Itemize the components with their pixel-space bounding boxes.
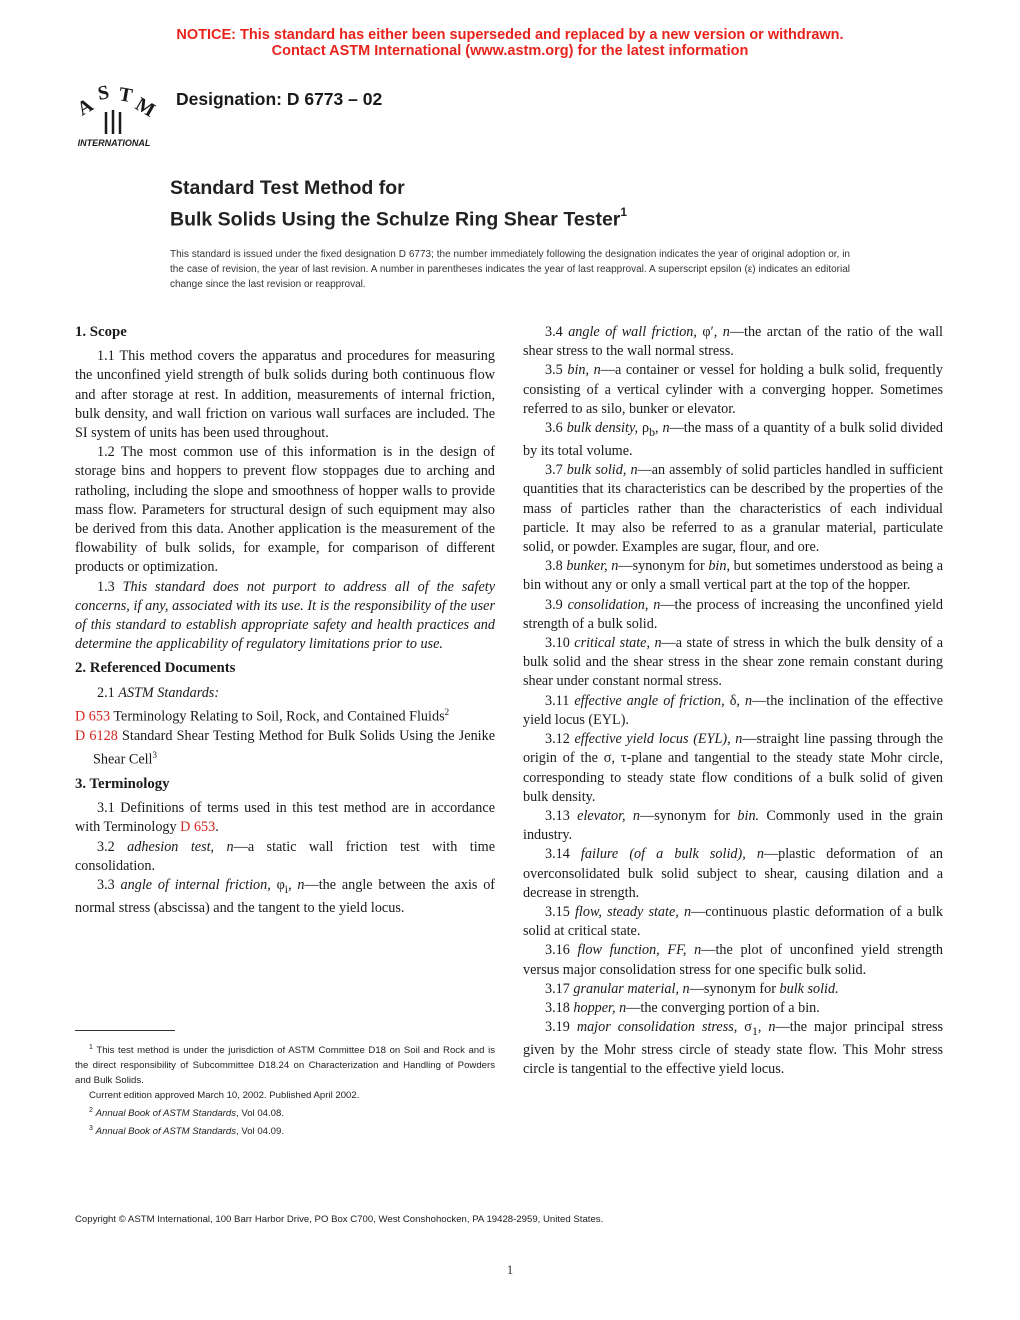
copyright-line: Copyright © ASTM International, 100 Barr Harbor Drive, PO Box C700, West Conshohocken, PA 19428-2959, United States.	[75, 1214, 604, 1225]
footnote-2: $^2$ Annual Book of ASTM Standards, Vol 04.08.	[89, 1107, 285, 1120]
right-column	[523, 323, 943, 1080]
reference-d6128: D 6128 Standard Shear Testing Method for Bulk Solids Using the Jenike Shear Cell$^3$	[75, 727, 495, 768]
reference-link-d653[interactable]: D 653	[75, 708, 111, 725]
document-title	[170, 175, 627, 233]
logo-letter-m: M	[131, 93, 159, 122]
definition-3-12: 3.12 effective yield locus (EYL), n—straight line passing through the origin of the σ, τ-plane and tangential to the steady state Mohr circle, corresponding to steady state flow conditions of a bulk solid of given bulk density.	[523, 731, 944, 805]
logo-letter-a: A	[73, 94, 98, 121]
definition-3-6: 3.6 bulk density, $\rho_b$, n—the mass of a quantity of a bulk solid divided by its total volume.	[523, 420, 944, 460]
withdrawal-notice	[0, 27, 1020, 59]
paragraph-2-1: 2.1 ASTM Standards:	[97, 684, 220, 701]
footnote-divider	[75, 1030, 175, 1031]
definition-3-3: 3.3 angle of internal friction, $\varphi_i$, n—the angle between the axis of normal stress (abscissa) and the tangent to the yield locus.	[75, 876, 496, 916]
definition-3-8: 3.8 bunker, n—synonym for bin, but sometimes understood as being a bin without any or only a small vertical part at the top of the hopper.	[523, 558, 944, 594]
reference-d653: D 653 Terminology Relating to Soil, Rock, and Contained Fluids$^2$	[75, 706, 450, 725]
terminology-link-d653[interactable]: D 653	[180, 819, 216, 836]
definition-3-15: 3.15 flow, steady state, n—continuous plastic deformation of a bulk solid at critical state.	[523, 903, 943, 940]
definition-3-17: 3.17 granular material, n—synonym for bulk solid.	[545, 980, 839, 997]
definition-3-14: 3.14 failure (of a bulk solid), n—plastic deformation of an overconsolidated bulk solid subject to shear, causing dilation and a decrease in strength.	[523, 846, 943, 901]
logo-letter-s: S	[96, 81, 111, 105]
notice-line-1: NOTICE: This standard has either been superseded and replaced by a new version or withdrawn.	[176, 27, 844, 43]
footnote-1: $^1$ This test method is under the jurisdiction of ASTM Committee D18 on Soil and Rock and is the direct responsibility of Subcommittee D18.24 on Characterization and Handling of Powders and Bulk Solids.	[75, 1044, 495, 1087]
section-heading-referenced: 2. Referenced Documents	[75, 660, 236, 677]
definition-3-18: 3.18 hopper, n—the converging portion of a bin.	[545, 999, 820, 1016]
astm-logo	[66, 76, 162, 150]
definition-3-9: 3.9 consolidation, n—the process of increasing the unconfined yield strength of a bulk solid.	[523, 596, 944, 632]
definition-3-4: 3.4 angle of wall friction, φ′, n—the arctan of the ratio of the wall shear stress to the wall normal stress.	[523, 324, 943, 360]
logo-letter-t: T	[117, 83, 135, 108]
notice-line-2: Contact ASTM International (www.astm.org) for the latest information	[271, 43, 749, 59]
left-column	[75, 323, 495, 918]
footnote-1-approval: Current edition approved March 10, 2002. Published April 2002.	[89, 1090, 360, 1102]
paragraph-1-2: 1.2 The most common use of this information is in the design of storage bins and hoppers to prevent flow stoppages due to arching and ratholing, including the slope and smoothness of hopper walls to provide mass flow. Parameters for structural design of such equipment may also be derived from this data. Another application is the measurement of the flowability of bulk solids, for example, for comparison of different products or optimization.	[75, 444, 495, 576]
title-footnote-mark: 1	[620, 205, 628, 219]
footnote-3: $^3$ Annual Book of ASTM Standards, Vol 04.09.	[89, 1125, 285, 1138]
definition-3-19: 3.19 major consolidation stress, $\sigma_1$, n—the major principal stress given by the Mohr stress circle of steady state flow. This Mohr stress circle is tangential to the effective yield locus.	[523, 1019, 944, 1078]
title-line-1: Standard Test Method for	[170, 177, 405, 199]
paragraph-1-3: 1.3 This standard does not purport to address all of the safety concerns, if any, associated with its use. It is the responsibility of the user of this standard to establish appropriate safety and health practices and determine the applicability of regulatory limitations prior to use.	[75, 578, 495, 653]
page-number: 1	[506, 1262, 514, 1277]
definition-3-5: 3.5 bin, n—a container or vessel for holding a bulk solid, frequently consisting of a vertical cylinder with a converging hopper. Sometimes referred to as silo, bunker or elevator.	[523, 362, 943, 417]
definition-3-10: 3.10 critical state, n—a state of stress in which the bulk density of a bulk solid and the shear stress in the shear zone remain constant during shear under constant normal stress.	[523, 635, 944, 690]
designation: Designation: D 6773 – 02	[176, 89, 383, 109]
reference-link-d6128[interactable]: D 6128	[75, 727, 118, 744]
title-line-2	[170, 201, 627, 233]
title-line-2-text: Bulk Solids Using the Schulze Ring Shear Tester	[170, 208, 621, 231]
definition-3-16: 3.16 flow function, FF, n—the plot of unconfined yield strength versus major consolidation stress for one specific bulk solid.	[523, 942, 944, 978]
definition-3-7: 3.7 bulk solid, n—an assembly of solid particles handled in sufficient quantities that its characteristics can be described by the properties of the mass of particles rather than the characteristics of each individual particle. It may also be referred to as a granular material, particulate solid, or powder. Examples are sugar, flour, and ore.	[523, 462, 943, 556]
issuance-statement: This standard is issued under the fixed designation D 6773; the number immediately following the designation indicates the year of original adoption or, in the case of revision, the year of last revision. A number in parentheses indicates the year of last reapproval. A superscript epsilon (ε) indicates an editorial change since the last revision or reapproval.	[170, 249, 850, 290]
paragraph-3-1: 3.1 Definitions of terms used in this test method are in accordance with Terminology D 653.	[75, 800, 495, 836]
definition-3-2: 3.2 adhesion test, n—a static wall friction test with time consolidation.	[75, 838, 495, 874]
logo-caption: INTERNATIONAL	[77, 138, 151, 148]
safety-statement: This standard does not purport to address all of the safety concerns, if any, associated with its use. It is the responsibility of the user of this standard to establish appropriate safety and health practices and determine the applicability of regulatory limitations prior to use.	[75, 578, 495, 653]
definition-3-11: 3.11 effective angle of friction, δ, n—the inclination of the effective yield locus (EYL).	[523, 692, 944, 728]
paragraph-1-1: 1.1 This method covers the apparatus and procedures for measuring the unconfined yield strength of bulk solids during both continuous flow and after storage at rest. In addition, measurements of internal friction, bulk density, and wall friction on various wall surfaces are included. The SI system of units has been used throughout.	[75, 348, 495, 442]
footnotes	[75, 1040, 495, 1140]
section-heading-scope: 1. Scope	[75, 324, 127, 340]
definition-3-13: 3.13 elevator, n—synonym for bin. Commonly used in the grain industry.	[523, 807, 944, 844]
section-heading-terminology: 3. Terminology	[75, 775, 170, 792]
